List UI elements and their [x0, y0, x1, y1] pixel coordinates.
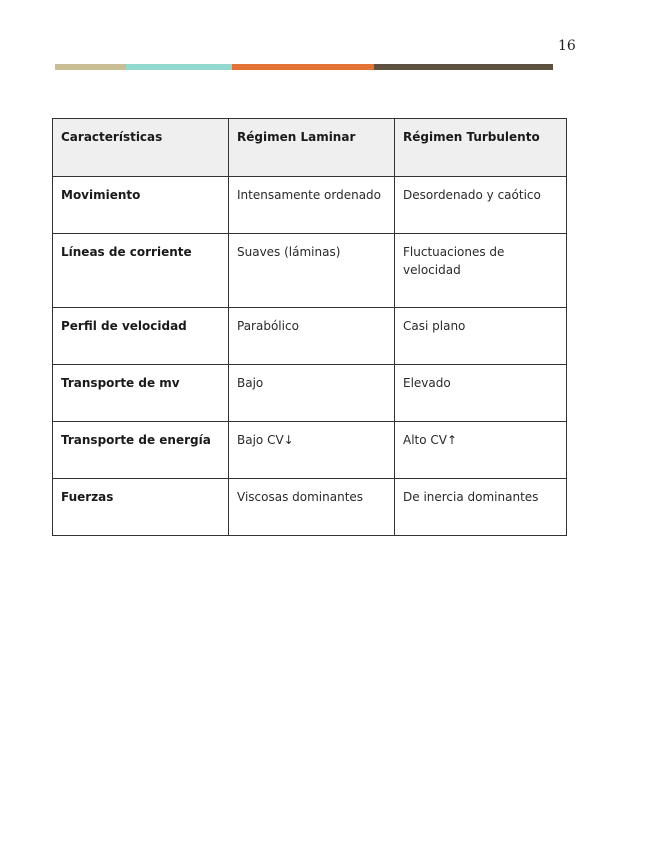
turbulento-value: Casi plano [395, 308, 567, 365]
color-bar-segment-orange [232, 64, 374, 70]
table-row [53, 422, 567, 479]
laminar-value: Viscosas dominantes [229, 479, 395, 536]
turbulento-value: De inercia dominantes [395, 479, 567, 536]
table-row [53, 365, 567, 422]
turbulento-value: Elevado [395, 365, 567, 422]
row-label: Líneas de corriente [53, 234, 229, 308]
table-header-row [53, 119, 567, 177]
row-label: Transporte de mv [53, 365, 229, 422]
color-bar-segment-brown [374, 64, 553, 70]
turbulento-value: Fluctuaciones de velocidad [395, 234, 567, 308]
decorative-color-bar [55, 64, 553, 70]
turbulento-value: Alto CV↑ [395, 422, 567, 479]
color-bar-segment-teal [126, 64, 232, 70]
laminar-value: Bajo CV↓ [229, 422, 395, 479]
table-row [53, 479, 567, 536]
table-row [53, 234, 567, 308]
table-row [53, 177, 567, 234]
row-label: Fuerzas [53, 479, 229, 536]
color-bar-segment-tan [55, 64, 126, 70]
turbulento-value: Desordenado y caótico [395, 177, 567, 234]
laminar-value: Suaves (láminas) [229, 234, 395, 308]
comparison-table [52, 118, 567, 536]
header-regimen-laminar: Régimen Laminar [229, 119, 395, 177]
laminar-value: Bajo [229, 365, 395, 422]
table-row [53, 308, 567, 365]
row-label: Movimiento [53, 177, 229, 234]
row-label: Perfil de velocidad [53, 308, 229, 365]
row-label: Transporte de energía [53, 422, 229, 479]
laminar-value: Parabólico [229, 308, 395, 365]
page-number: 16 [558, 38, 576, 54]
header-caracteristicas: Características [53, 119, 229, 177]
laminar-value: Intensamente ordenado [229, 177, 395, 234]
header-regimen-turbulento: Régimen Turbulento [395, 119, 567, 177]
